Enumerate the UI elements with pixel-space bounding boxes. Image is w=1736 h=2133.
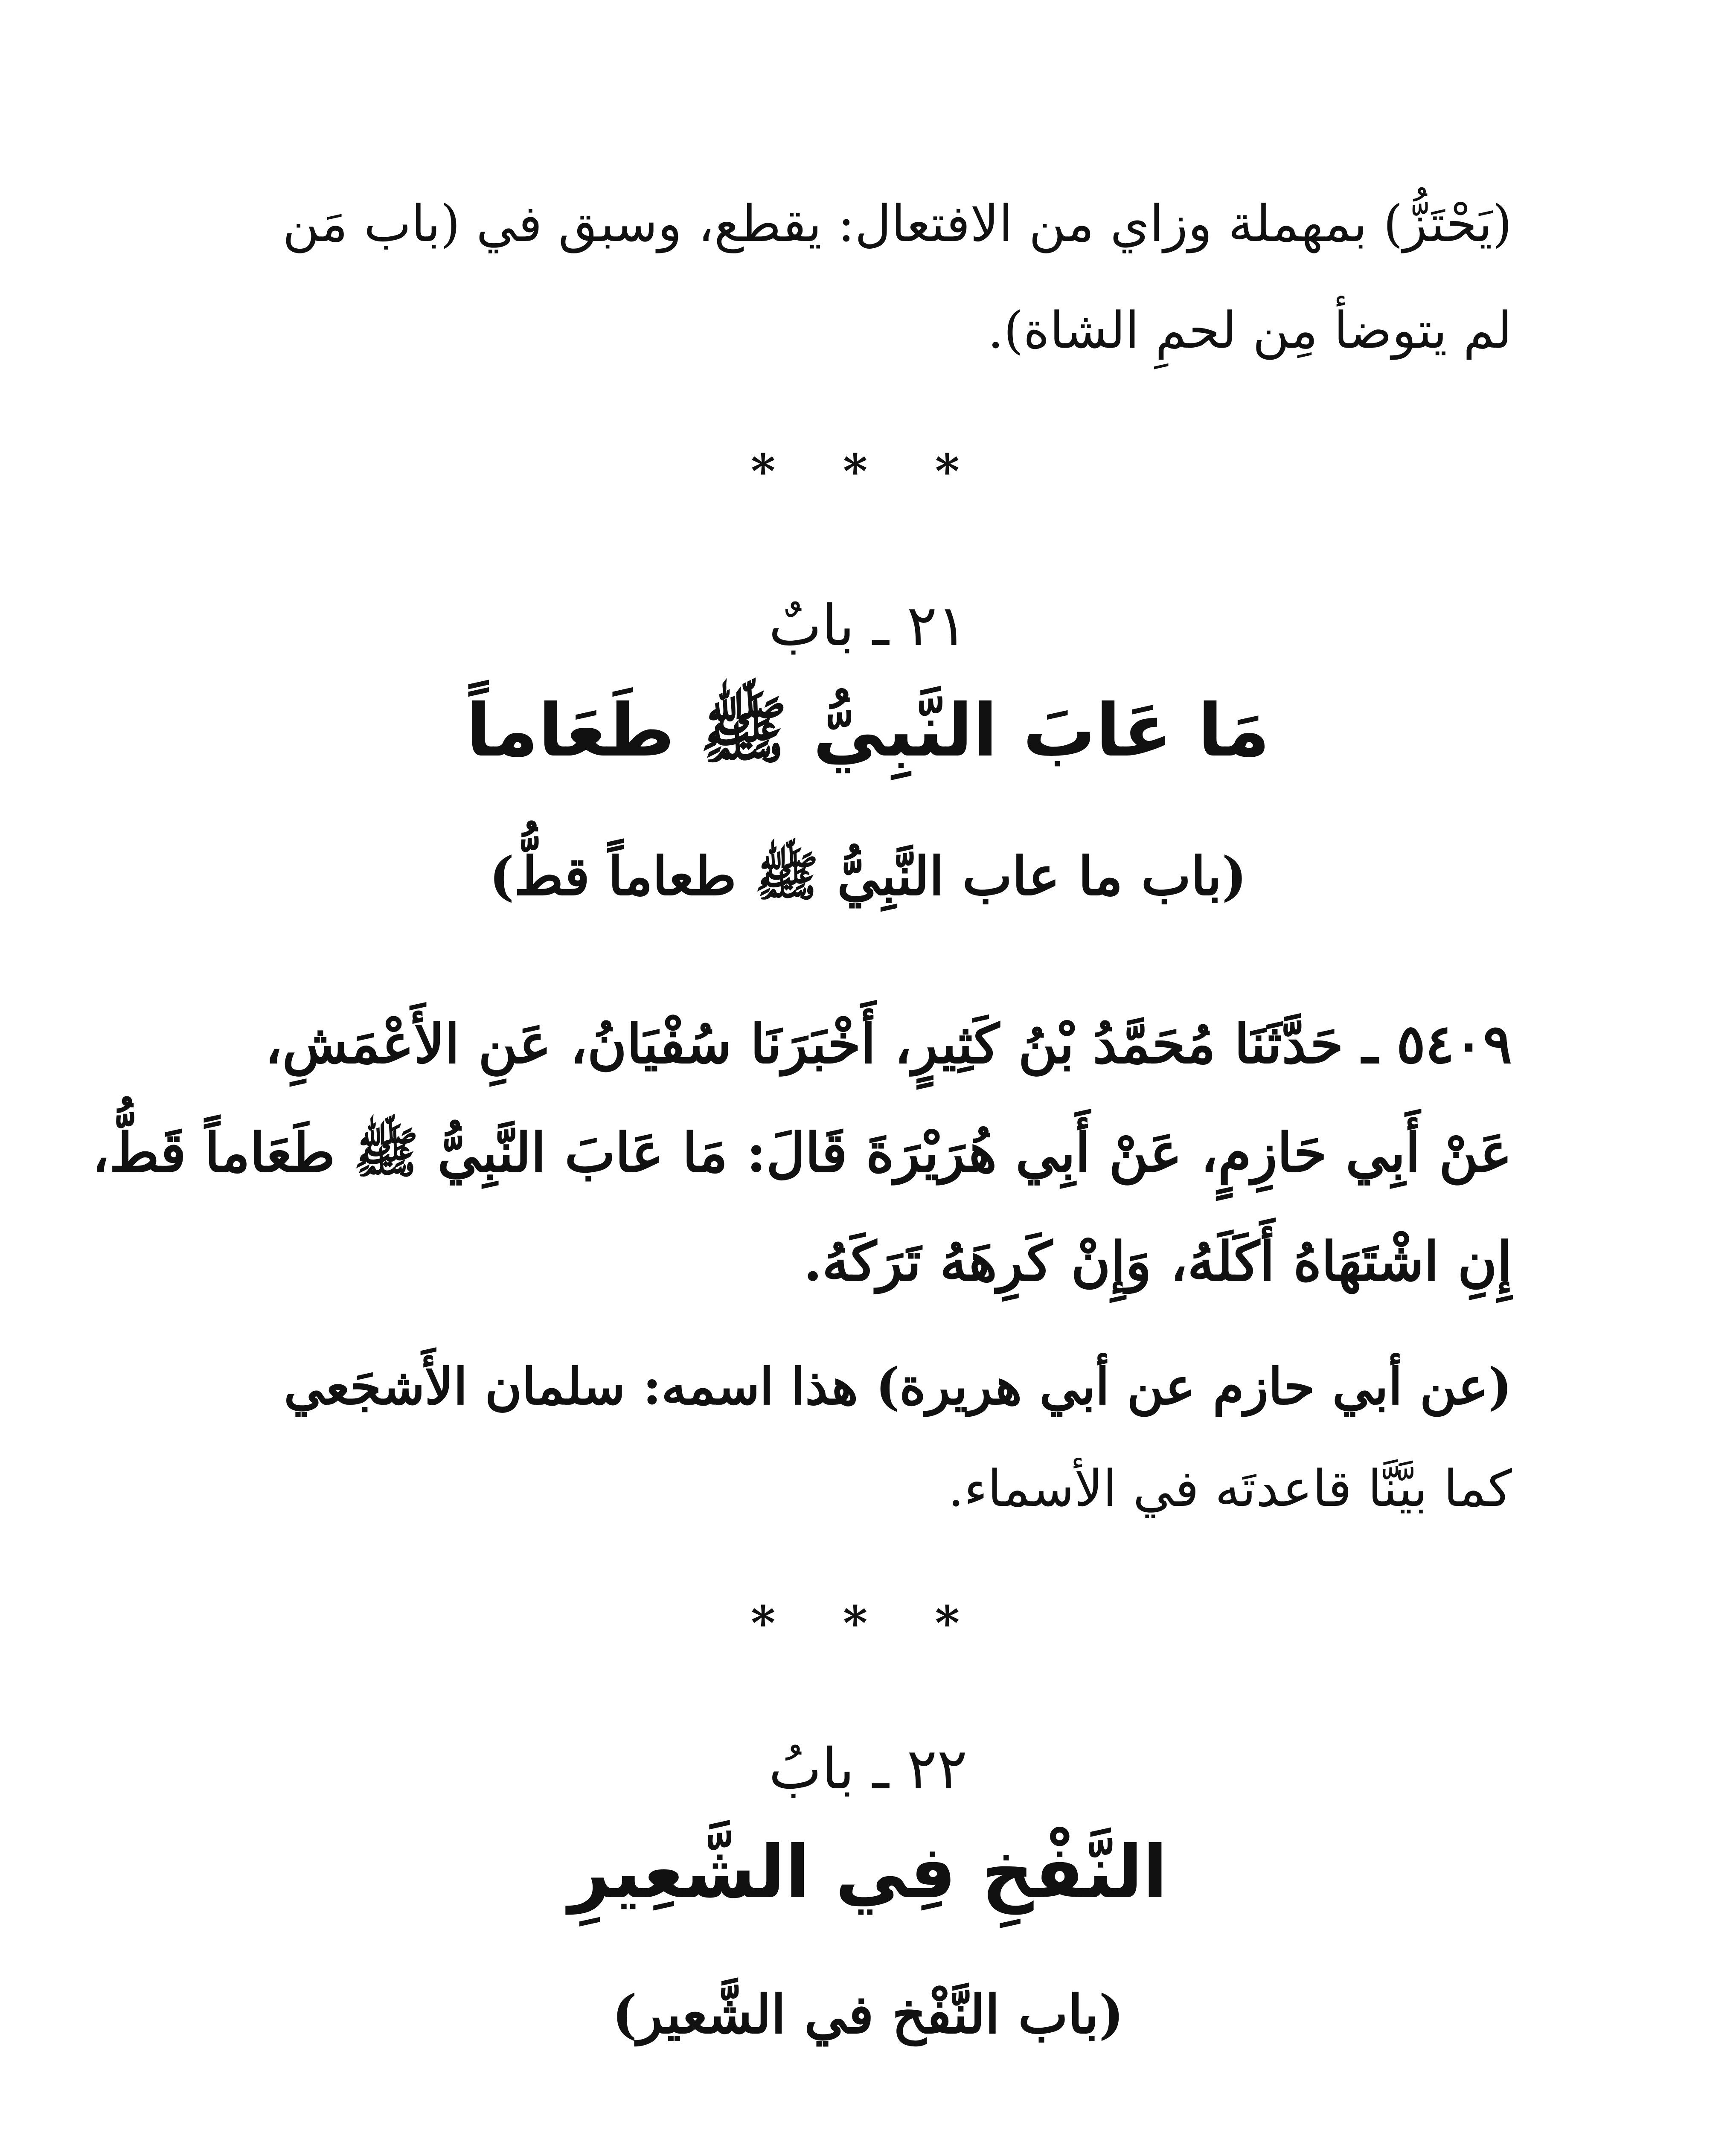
chapter-22-title: النَّفْخِ فِي الشَّعِيرِ <box>568 1830 1168 1915</box>
intro-line-2: لم يتوضأ مِن لحمِ الشاة). <box>987 301 1512 360</box>
intro-line-1: (يَحْتَزُّ) بمهملة وزاي من الافتعال: يقطع، وسبق في (باب مَن <box>282 194 1512 253</box>
hadith-5409-line-3: إِنِ اشْتَهَاهُ أَكَلَهُ، وَإِنْ كَرِهَهُ تَرَكَهُ. <box>803 1230 1512 1293</box>
separator-stars-2: * * * <box>750 1595 986 1651</box>
commentary-5409-line-1: (عن أبي حازم عن أبي هريرة) هذا اسمه: سلمان الأَشجَعي <box>284 1357 1512 1416</box>
commentary-5409-line-2: كما بيَّنَّا قاعدتَه في الأسماء. <box>948 1459 1512 1518</box>
separator-stars-1: * * * <box>750 444 986 499</box>
chapter-22-subtitle: (باب النَّفْخ في الشَّعير) <box>612 1984 1124 2046</box>
chapter-21-number: ٢١ ـ بابٌ <box>768 593 968 659</box>
chapter-21-subtitle: (باب ما عاب النَّبِيُّ ﷺ طعاماً قطُّ) <box>489 846 1247 907</box>
chapter-22-number: ٢٢ ـ بابُ <box>768 1736 968 1802</box>
chapter-21-title: مَا عَابَ النَّبِيُّ ﷺ طَعَاماً <box>466 689 1270 773</box>
hadith-5409-line-2: عَنْ أَبِي حَازِمٍ، عَنْ أَبِي هُرَيْرَةَ قَالَ: مَا عَابَ النَّبِيُّ ﷺ طَعَاماً قَطُّ، <box>92 1121 1512 1184</box>
hadith-5409-line-1: ٥٤٠٩ ـ حَدَّثَنَا مُحَمَّدُ بْنُ كَثِيرٍ، أَخْبَرَنَا سُفْيَانُ، عَنِ الأَعْمَشِ، <box>265 1012 1512 1075</box>
